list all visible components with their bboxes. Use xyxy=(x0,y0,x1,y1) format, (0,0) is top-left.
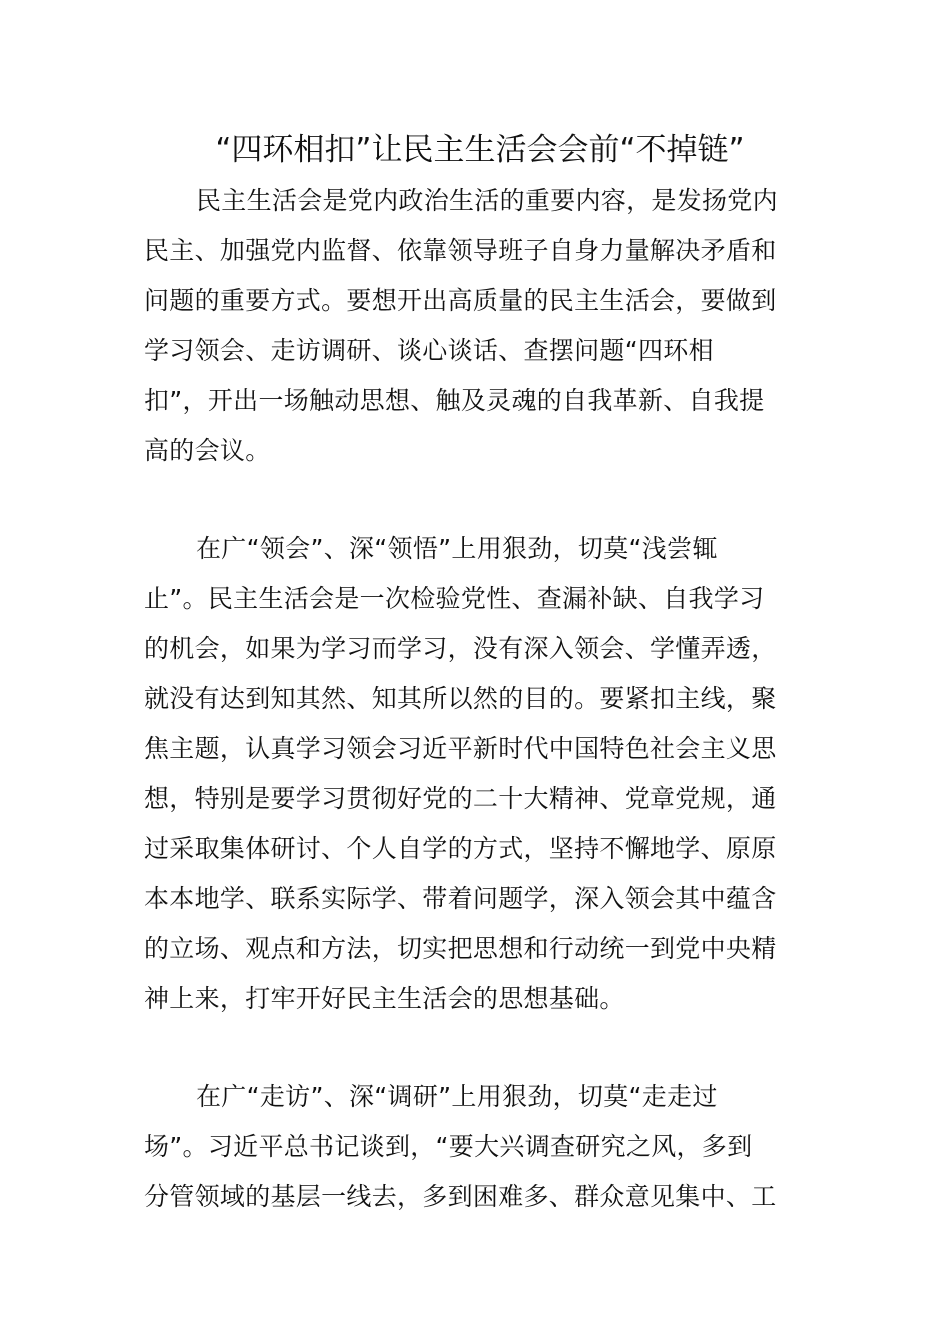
paragraph-line: 神上来，打牢开好民主生活会的思想基础。 xyxy=(144,984,625,1013)
paragraph-line: 想，特别是要学习贯彻好党的二十大精神、党章党规，通 xyxy=(144,784,777,813)
paragraph-line: 本本地学、联系实际学、带着问题学，深入领会其中蕴含 xyxy=(144,884,777,913)
paragraph-line: 扣”，开出一场触动思想、触及灵魂的自我革新、自我提 xyxy=(144,386,765,415)
paragraph-line: 止”。民主生活会是一次检验党性、查漏补缺、自我学习 xyxy=(144,584,765,613)
paragraph-line: 问题的重要方式。要想开出高质量的民主生活会，要做到 xyxy=(144,286,777,315)
paragraph-line: 民主生活会是党内政治生活的重要内容，是发扬党内 xyxy=(196,186,778,215)
paragraph-line: 就没有达到知其然、知其所以然的目的。要紧扣主线，聚 xyxy=(144,684,777,713)
paragraph-line: 过采取集体研讨、个人自学的方式，坚持不懈地学、原原 xyxy=(144,834,777,863)
paragraph-3 xyxy=(144,1072,814,1222)
paragraph-line: 在广“领会”、深“领悟”上用狠劲，切莫“浅尝辄 xyxy=(196,534,718,563)
paragraph-2 xyxy=(144,524,814,1024)
paragraph-line: 在广“走访”、深“调研”上用狠劲，切莫“走走过 xyxy=(196,1082,718,1111)
paragraph-line: 的机会，如果为学习而学习，没有深入领会、学懂弄透， xyxy=(144,634,777,663)
paragraph-line: 高的会议。 xyxy=(144,436,271,465)
document-title: “四环相扣”让民主生活会会前“不掉链” xyxy=(215,132,745,168)
paragraph-line: 民主、加强党内监督、依靠领导班子自身力量解决矛盾和 xyxy=(144,236,777,265)
paragraph-line: 场”。习近平总书记谈到，“要大兴调查研究之风，多到 xyxy=(144,1132,753,1161)
paragraph-1 xyxy=(144,176,814,476)
paragraph-line: 学习领会、走访调研、谈心谈话、查摆问题“四环相 xyxy=(144,336,714,365)
paragraph-line: 的立场、观点和方法，切实把思想和行动统一到党中央精 xyxy=(144,934,777,963)
paragraph-line: 焦主题，认真学习领会习近平新时代中国特色社会主义思 xyxy=(144,734,777,763)
paragraph-line: 分管领域的基层一线去，多到困难多、群众意见集中、工 xyxy=(144,1182,777,1211)
